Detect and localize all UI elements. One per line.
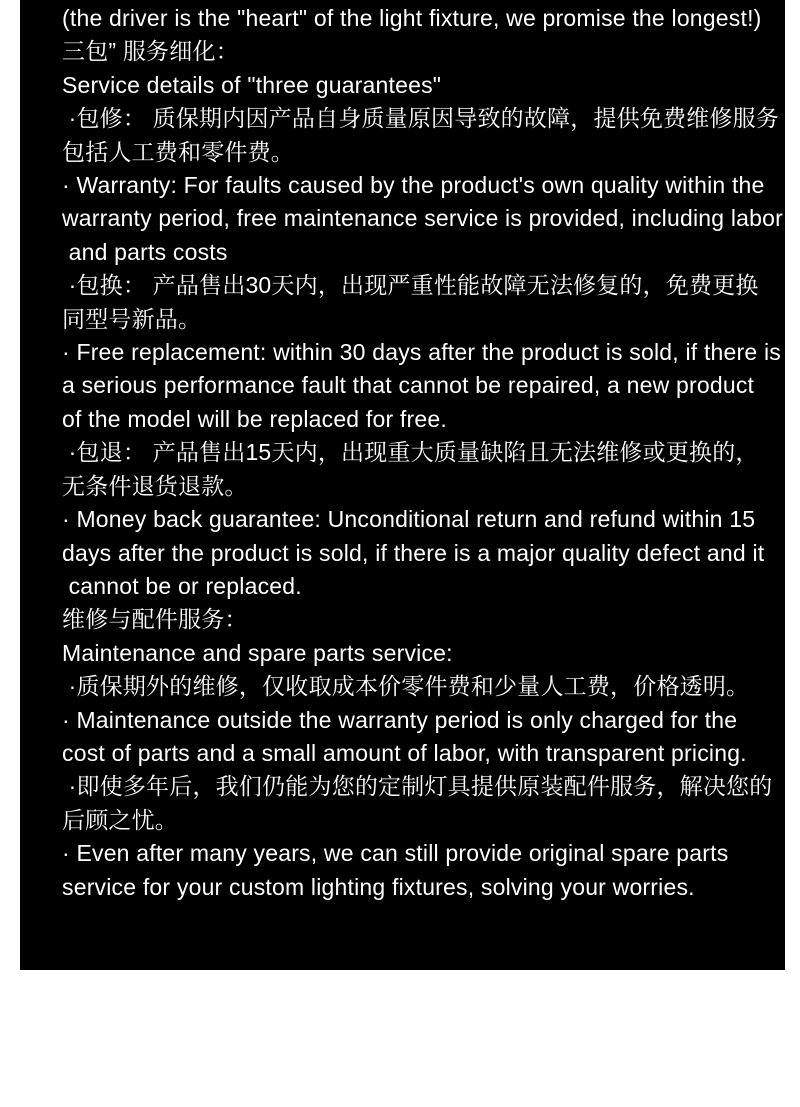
- text-line: days after the product is sold, if there is a major quality defect and it: [62, 539, 765, 566]
- text-line: · Free replacement: within 30 days after the product is sold, if there is: [62, 339, 781, 366]
- text-line: ·质保期外的维修，仅收取成本价零件费和少量人工费，价格透明。: [62, 673, 750, 700]
- text-line: · Warranty: For faults caused by the product's own quality within the: [62, 172, 765, 199]
- text-line: 后顾之忧。: [62, 806, 178, 833]
- text-line: service for your custom lighting fixtures, solving your worries.: [62, 873, 695, 900]
- text-line: · Maintenance outside the warranty period is only charged for the: [62, 706, 738, 733]
- text-line: ·包修： 质保期内因产品自身质量原因导致的故障，提供免费维修服务: [62, 105, 780, 132]
- text-line: a serious performance fault that cannot be repaired, a new product: [62, 372, 755, 399]
- text-line: (the driver is the "heart" of the light fixture, we promise the longest!): [62, 5, 762, 31]
- text-line: warranty period, free maintenance service is provided, including labor: [62, 205, 783, 232]
- text-line: 包括人工费和零件费。: [62, 138, 294, 165]
- text-line: of the model will be replaced for free.: [62, 405, 447, 432]
- text-line: 三包” 服务细化：: [62, 38, 239, 65]
- text-line: and parts costs: [62, 238, 228, 265]
- text-line: ·即使多年后，我们仍能为您的定制灯具提供原装配件服务，解决您的: [62, 773, 773, 800]
- text-line: 维修与配件服务：: [62, 606, 248, 633]
- text-line: ·包退： 产品售出15天内，出现重大质量缺陷且无法维修或更换的，: [62, 439, 759, 466]
- text-line: 同型号新品。: [62, 305, 202, 332]
- text-line: · Money back guarantee: Unconditional return and refund within 15: [62, 506, 756, 533]
- text-line: Service details of "three guarantees": [62, 71, 442, 98]
- text-line: · Even after many years, we can still provide original spare parts: [62, 840, 729, 867]
- text-line: 无条件退货退款。: [62, 472, 248, 499]
- service-description-panel: [20, 0, 785, 970]
- text-line: cannot be or replaced.: [62, 572, 302, 599]
- text-line: Maintenance and spare parts service:: [62, 639, 453, 666]
- text-line: cost of parts and a small amount of labor, with transparent pricing.: [62, 739, 747, 766]
- text-line: ·包换： 产品售出30天内，出现严重性能故障无法修复的，免费更换: [62, 272, 759, 299]
